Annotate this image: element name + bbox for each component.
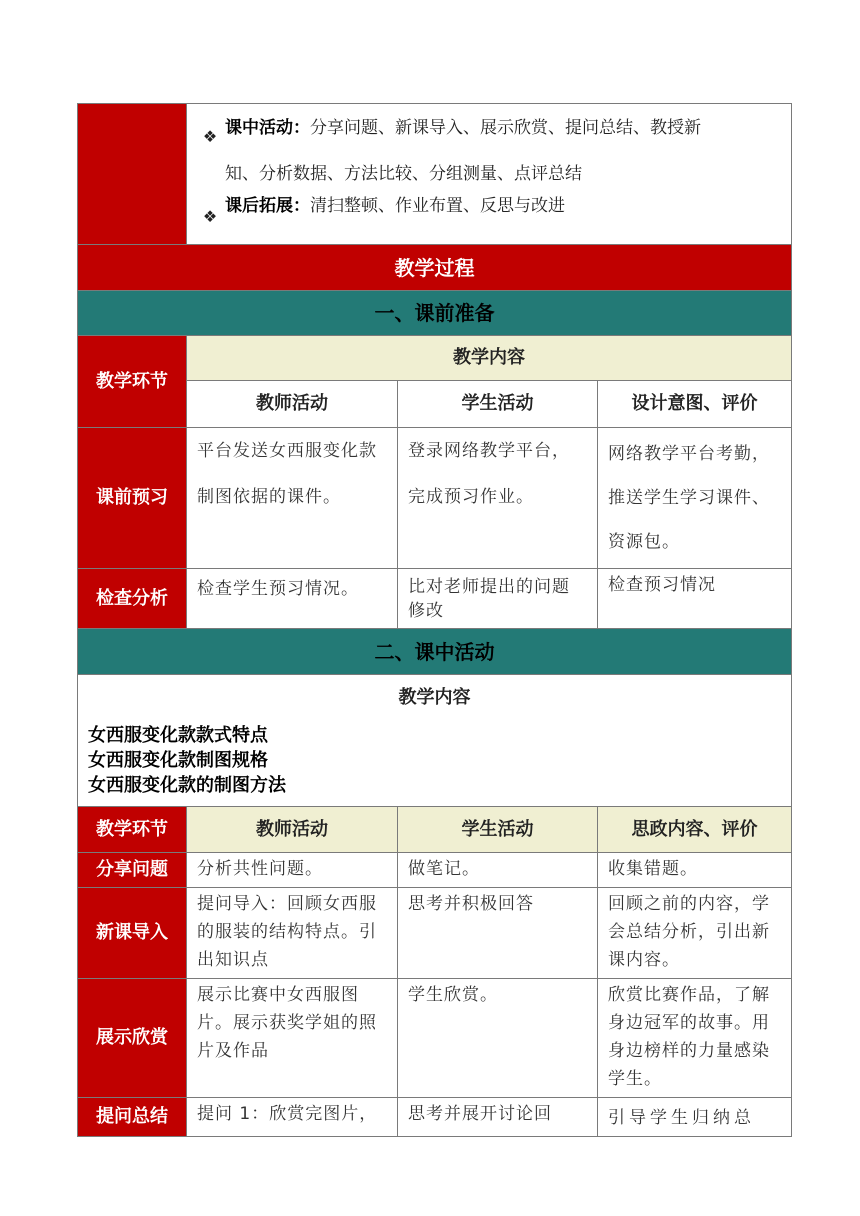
- overview-item-text: 清扫整顿、作业布置、反思与改进: [310, 196, 565, 216]
- overview-item-title: 课后拓展：: [225, 196, 310, 216]
- table-row: [78, 979, 792, 1098]
- row-design: 网络教学平台考勤，推送学生学习课件、资源包。: [598, 428, 792, 569]
- table-row: [78, 569, 792, 629]
- overview-item-cont: 知、分析数据、方法比较、分组测量、点评总结: [225, 164, 582, 184]
- row-stage: 检查分析: [78, 569, 187, 629]
- overview-item-title: 课中活动：: [225, 118, 310, 138]
- section2-title: 二、课中活动: [78, 629, 792, 675]
- section1-col-design: 设计意图、评价: [598, 381, 792, 428]
- section1-col-student: 学生活动: [398, 381, 598, 428]
- row-student: 学生欣赏。: [398, 979, 598, 1098]
- row-student: 思考并展开讨论回: [398, 1098, 598, 1137]
- section1-col-stage: 教学环节: [78, 336, 187, 428]
- overview-side-cell: [78, 104, 187, 245]
- lesson-plan-table: [77, 103, 792, 1137]
- section2-col-teacher: 教师活动: [187, 807, 398, 853]
- overview-item-after-class: [195, 194, 783, 240]
- process-title: 教学过程: [78, 245, 792, 291]
- row-student: 思考并积极回答: [398, 888, 598, 979]
- section1-col-teacher: 教师活动: [187, 381, 398, 428]
- overview-item-text: 分享问题、新课导入、展示欣赏、提问总结、教授新: [310, 118, 701, 138]
- row-teacher: 提问导入：回顾女西服的服装的结构特点。引出知识点: [187, 888, 398, 979]
- document-page: [77, 103, 791, 1137]
- table-row: [78, 1098, 792, 1137]
- row-design: 检查预习情况: [598, 569, 792, 629]
- row-stage: 新课导入: [78, 888, 187, 979]
- row-design: 回顾之前的内容，学会总结分析，引出新课内容。: [598, 888, 792, 979]
- section1-col-content: 教学内容: [187, 336, 792, 381]
- overview-row: [78, 104, 792, 245]
- row-student: 做笔记。: [398, 853, 598, 888]
- section2-col-stage: 教学环节: [78, 807, 187, 853]
- row-design: 欣赏比赛作品，了解身边冠军的故事。用身边榜样的力量感染学生。: [598, 979, 792, 1098]
- row-stage: 分享问题: [78, 853, 187, 888]
- table-row: [78, 853, 792, 888]
- row-student: 比对老师提出的问题修改: [398, 569, 598, 629]
- row-design: 引导学生归纳总: [598, 1098, 792, 1137]
- section2-content-cell: [78, 675, 792, 807]
- content-line: 女西服变化款款式特点: [88, 725, 268, 746]
- diamond-bullet-icon: ❖: [202, 207, 218, 226]
- row-teacher: 提问 1：欣赏完图片，: [187, 1098, 398, 1137]
- row-stage: 提问总结: [78, 1098, 187, 1137]
- row-teacher: 分析共性问题。: [187, 853, 398, 888]
- overview-item-in-class: [195, 114, 783, 186]
- section2-content-title: 教学内容: [398, 687, 471, 708]
- row-teacher: 平台发送女西服变化款制图依据的课件。: [187, 428, 398, 569]
- row-design: 收集错题。: [598, 853, 792, 888]
- table-row: [78, 888, 792, 979]
- row-stage: 课前预习: [78, 428, 187, 569]
- table-row: [78, 428, 792, 569]
- row-teacher: 检查学生预习情况。: [187, 569, 398, 629]
- overview-cell: [187, 104, 792, 245]
- row-student: 登录网络教学平台，完成预习作业。: [398, 428, 598, 569]
- section1-title: 一、课前准备: [78, 291, 792, 336]
- content-line: 女西服变化款制图规格: [88, 750, 268, 771]
- row-stage: 展示欣赏: [78, 979, 187, 1098]
- section2-col-student: 学生活动: [398, 807, 598, 853]
- section2-col-design: 思政内容、评价: [598, 807, 792, 853]
- content-line: 女西服变化款的制图方法: [88, 775, 286, 796]
- diamond-bullet-icon: ❖: [202, 127, 218, 146]
- row-teacher: 展示比赛中女西服图片。展示获奖学姐的照片及作品: [187, 979, 398, 1098]
